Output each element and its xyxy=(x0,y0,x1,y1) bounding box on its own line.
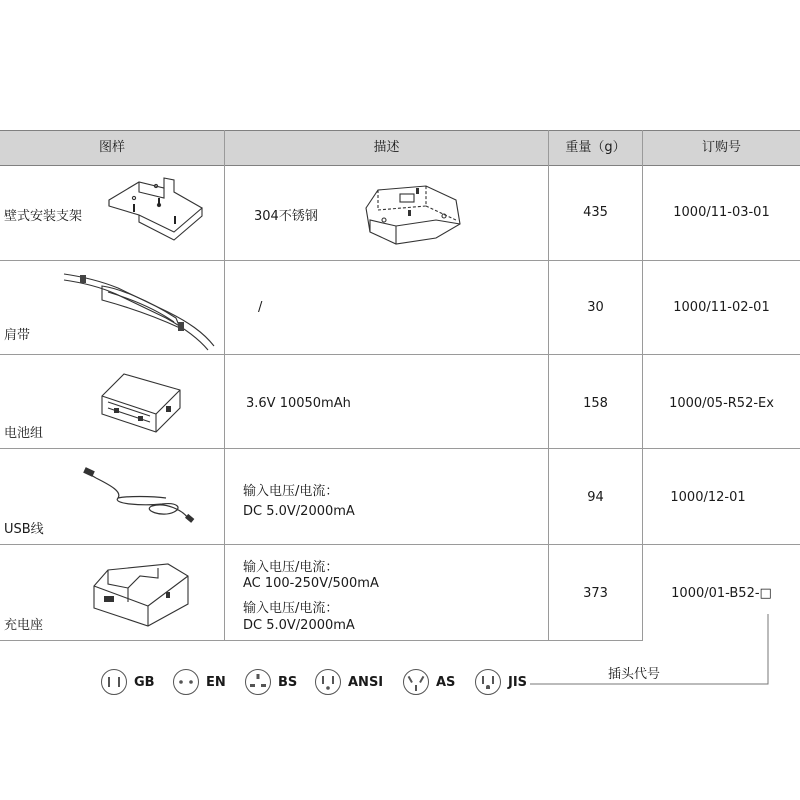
shoulder-strap-image xyxy=(58,266,218,352)
row-description: DC 5.0V/2000mA xyxy=(243,618,355,633)
row-description: 304不锈钢 xyxy=(254,209,318,224)
plug-label: GB xyxy=(134,674,155,690)
row-order-number: 1000/12-01 xyxy=(670,490,746,505)
row-description: DC 5.0V/2000mA xyxy=(243,504,355,519)
battery-pack-image xyxy=(94,366,186,438)
plug-gb xyxy=(100,668,155,696)
row-weight: 435 xyxy=(583,205,608,220)
plug-jis xyxy=(474,668,527,696)
row-weight: 373 xyxy=(583,586,608,601)
row-item-name: 充电座 xyxy=(4,618,44,633)
row-order-number: 1000/01-B52-□ xyxy=(671,586,772,601)
row-item-name: 壁式安装支架 xyxy=(4,209,83,224)
row-divider xyxy=(0,354,800,355)
plug-as xyxy=(402,668,455,696)
usb-cable-image xyxy=(82,466,202,530)
header-description: 描述 xyxy=(373,140,400,155)
plug-code-label: 插头代号 xyxy=(608,667,661,682)
row-description: / xyxy=(258,300,263,315)
row-divider xyxy=(0,260,800,261)
plug-jis-icon xyxy=(474,668,502,696)
row-description: AC 100-250V/500mA xyxy=(243,576,379,591)
row-order-number: 1000/05-R52-Ex xyxy=(669,396,774,411)
plug-label: JIS xyxy=(508,674,528,690)
plug-label: EN xyxy=(206,674,226,690)
row-description: 输入电压/电流： xyxy=(243,601,339,616)
row-item-name: USB线 xyxy=(4,522,44,537)
row-order-number: 1000/11-02-01 xyxy=(673,300,770,315)
row-weight: 94 xyxy=(587,490,604,505)
table-header xyxy=(0,130,800,166)
row-description: 输入电压/电流： xyxy=(243,484,339,499)
plug-label: BS xyxy=(278,674,298,690)
plug-bs-icon xyxy=(244,668,272,696)
wall-bracket-image xyxy=(104,170,214,250)
bracket-mounted-image xyxy=(356,180,468,252)
plug-gb-icon xyxy=(100,668,128,696)
row-weight: 30 xyxy=(587,300,604,315)
header-order-number: 订购号 xyxy=(701,140,741,155)
plug-ansi-icon xyxy=(314,668,342,696)
column-divider xyxy=(224,130,225,640)
plug-bs xyxy=(244,668,297,696)
plug-en xyxy=(172,668,226,696)
row-item-name: 肩带 xyxy=(4,328,31,343)
plug-en-icon xyxy=(172,668,200,696)
plug-label: AS xyxy=(436,674,456,690)
header-weight: 重量（g） xyxy=(565,140,626,155)
row-divider xyxy=(0,448,800,449)
row-weight: 158 xyxy=(583,396,608,411)
header-pattern: 图样 xyxy=(98,140,125,155)
plug-as-icon xyxy=(402,668,430,696)
plug-label: ANSI xyxy=(348,674,384,690)
row-description: 3.6V 10050mAh xyxy=(246,396,351,411)
charging-base-image xyxy=(88,556,198,632)
plug-ansi xyxy=(314,668,383,696)
row-description: 输入电压/电流： xyxy=(243,560,339,575)
row-order-number: 1000/11-03-01 xyxy=(673,205,770,220)
row-divider xyxy=(0,544,800,545)
row-item-name: 电池组 xyxy=(4,426,44,441)
